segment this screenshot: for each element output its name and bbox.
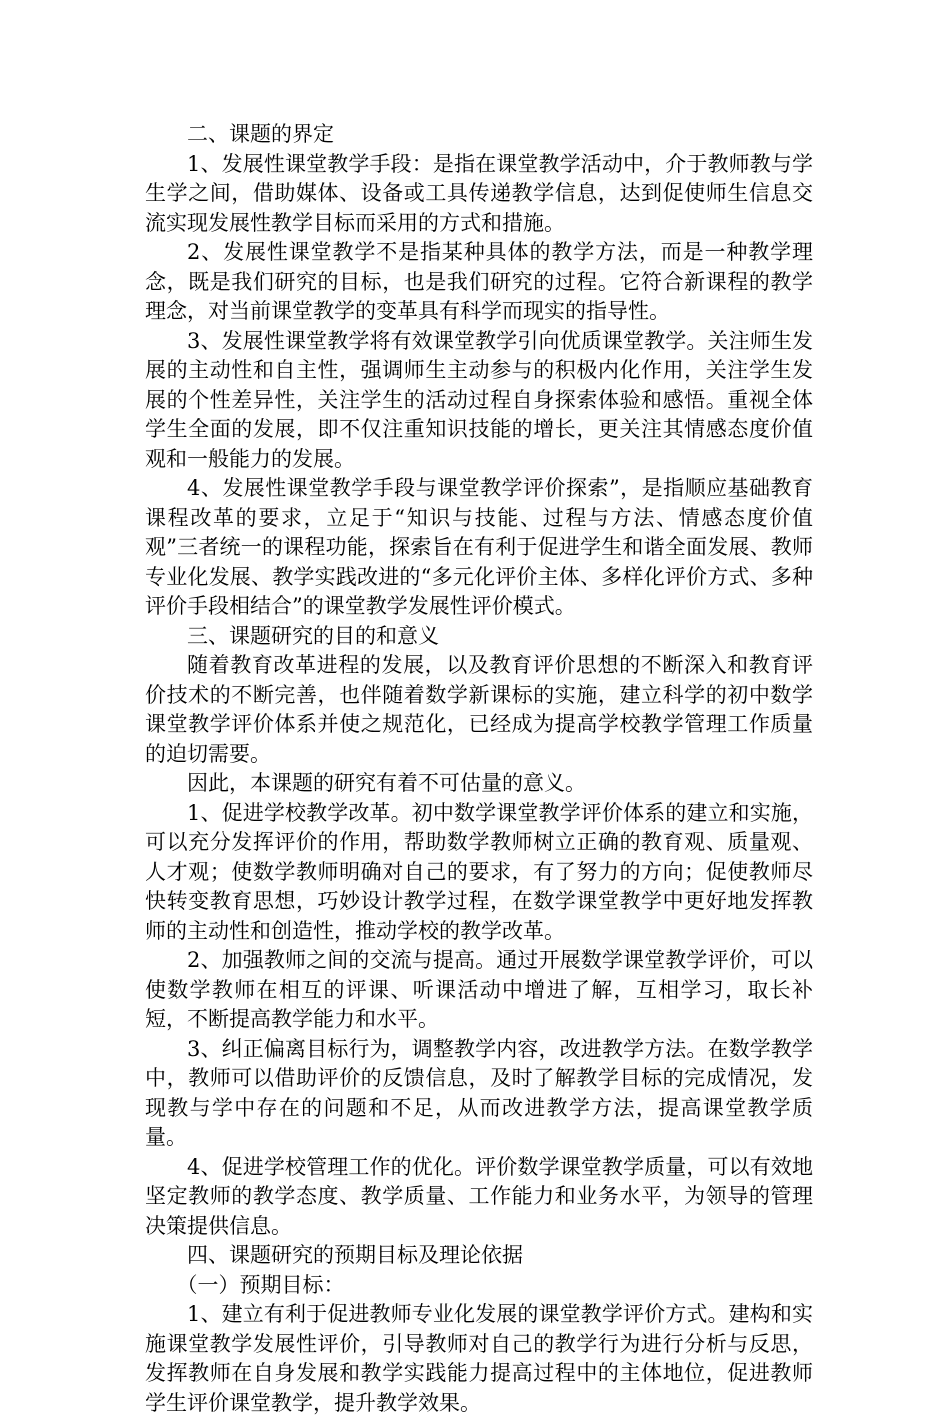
paragraph: 4、发展性课堂教学手段与课堂教学评价探索”，是指顺应基础教育课程改革的要求，立足于“知识与技能、过程与方法、情感态度价值观”三者统一的课程功能，探索旨在有利于促进学生和谐全面发展、教师专业化发展、教学实践改进的“多元化评价主体、多样化评价方式、多种评价手段相结合”的课堂教学发展性评价模式。 xyxy=(145,476,813,618)
subsection-heading: （一）预期目标： xyxy=(176,1272,345,1297)
document-body xyxy=(145,120,813,1418)
paragraph: 1、建立有利于促进教师专业化发展的课堂教学评价方式。建构和实施课堂教学发展性评价，引导教师对自己的教学行为进行分析与反思，发挥教师在自身发展和教学实践能力提高过程中的主体地位，促进教师学生评价课堂教学，提升教学效果。 xyxy=(145,1302,813,1415)
paragraph: 1、促进学校教学改革。初中数学课堂教学评价体系的建立和实施，可以充分发挥评价的作用，帮助数学教师树立正确的教育观、质量观、人才观；使数学教师明确对自己的要求，有了努力的方向；促使教师尽快转变教育思想，巧妙设计教学过程，在数学课堂教学中更好地发挥教师的主动性和创造性，推动学校的教学改革。 xyxy=(145,800,813,943)
paragraph: 1、发展性课堂教学手段：是指在课堂教学活动中，介于教师教与学生学之间，借助媒体、设备或工具传递教学信息，达到促使师生信息交流实现发展性教学目标而采用的方式和措施。 xyxy=(145,151,813,235)
paragraph: 3、纠正偏离目标行为，调整教学内容，改进教学方法。在数学教学中，教师可以借助评价的反馈信息，及时了解教学目标的完成情况，发现教与学中存在的问题和不足，从而改进教学方法，提高课堂教学质量。 xyxy=(145,1036,813,1149)
section-heading-definition: 二、课题的界定 xyxy=(187,122,334,146)
paragraph: 2、加强教师之间的交流与提高。通过开展数学课堂教学评价，可以使数学教师在相互的评课、听课活动中增进了解，互相学习，取长补短，不断提高教学能力和水平。 xyxy=(145,948,813,1031)
paragraph: 因此，本课题的研究有着不可估量的意义。 xyxy=(187,771,586,795)
paragraph: 3、发展性课堂教学将有效课堂教学引向优质课堂教学。关注师生发展的主动性和自主性，强调师生主动参与的积极内化作用，关注学生发展的个性差异性，关注学生的活动过程自身探索体验和感悟。重视全体学生全面的发展，即不仅注重知识技能的增长，更关注其情感态度价值观和一般能力的发展。 xyxy=(145,328,813,471)
paragraph: 随着教育改革进程的发展，以及教育评价思想的不断深入和教育评价技术的不断完善，也伴随着数学新课标的实施，建立科学的初中数学课堂教学评价体系并使之规范化，已经成为提高学校教学管理工作质量的迫切需要。 xyxy=(145,653,813,766)
paragraph: 2、发展性课堂教学不是指某种具体的教学方法，而是一种教学理念，既是我们研究的目标，也是我们研究的过程。它符合新课程的教学理念，对当前课堂教学的变革具有科学而现实的指导性。 xyxy=(145,240,813,323)
paragraph: 4、促进学校管理工作的优化。评价数学课堂教学质量，可以有效地坚定教师的教学态度、教学质量、工作能力和业务水平，为领导的管理决策提供信息。 xyxy=(145,1154,813,1238)
section-heading-goals: 四、课题研究的预期目标及理论依据 xyxy=(187,1243,523,1267)
section-heading-purpose: 三、课题研究的目的和意义 xyxy=(187,623,439,648)
